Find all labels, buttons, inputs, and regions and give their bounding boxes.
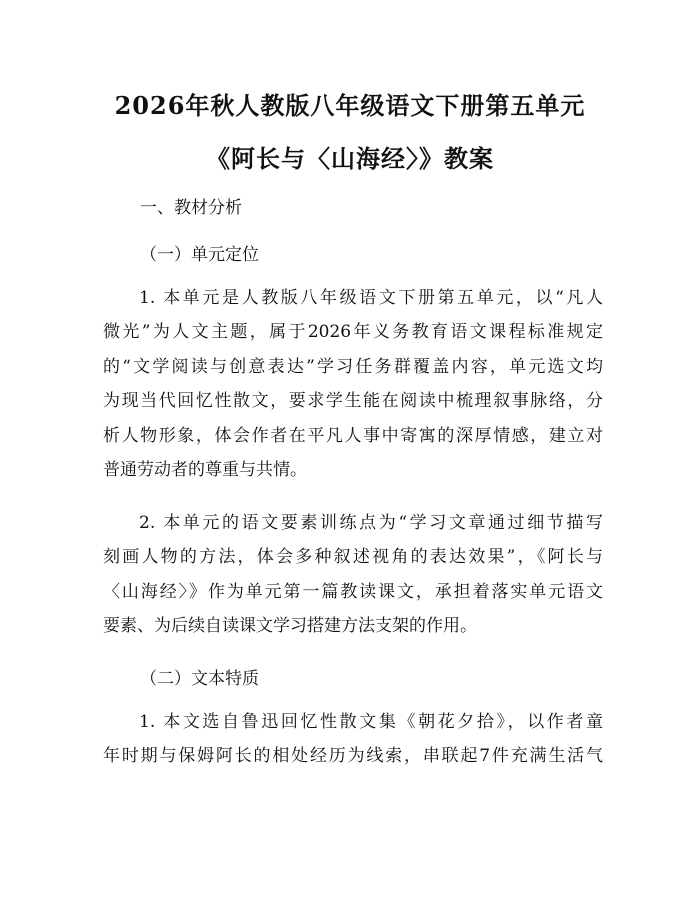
document-title-line-2: 《阿长与〈山海经〉》教案 <box>206 144 494 173</box>
paragraph-line: 2. 本单元的语文要素训练点为“学习文章通过细节描写 <box>139 513 603 533</box>
paragraph-line: 微光”为人文主题，属于2026年义务教育语文课程标准规定 <box>103 322 603 343</box>
paragraph-line: 要素、为后续自读课文学习搭建方法支架的作用。 <box>103 616 477 637</box>
paragraph-line: 的“文学阅读与创意表达”学习任务群覆盖内容，单元选文均 <box>103 356 603 377</box>
paragraph-line: 1. 本单元是人教版八年级语文下册第五单元，以“凡人 <box>139 288 603 308</box>
paragraph-line: 〈山海经〉》作为单元第一篇教读课文，承担着落实单元语文 <box>103 581 603 602</box>
section-heading-textbook-analysis: 一、教材分析 <box>140 198 242 218</box>
paragraph-line: 为现当代回忆性散文，要求学生能在阅读中梳理叙事脉络，分 <box>103 391 603 412</box>
paragraph-unit-positioning-1 <box>103 281 603 487</box>
paragraph-unit-positioning-2 <box>103 506 603 644</box>
paragraph-line: 析人物形象，体会作者在平凡人事中寄寓的深厚情感，建立对 <box>103 425 603 446</box>
subsection-heading-unit-positioning: （一）单元定位 <box>140 245 259 265</box>
paragraph-line: 1. 本文选自鲁迅回忆性散文集《朝花夕拾》，以作者童 <box>139 712 603 732</box>
paragraph-line: 刻画人物的方法，体会多种叙述视角的表达效果”，《阿长与 <box>103 547 603 568</box>
document-title-line-1: 2026年秋人教版八年级语文下册第五单元 <box>114 91 586 120</box>
paragraph-line: 年时期与保姆阿长的相处经历为线索，串联起7件充满生活气 <box>103 746 603 767</box>
paragraph-line: 普通劳动者的尊重与共情。 <box>103 460 307 481</box>
subsection-heading-text-features: （二）文本特质 <box>140 669 259 689</box>
paragraph-text-features-1 <box>103 705 603 774</box>
